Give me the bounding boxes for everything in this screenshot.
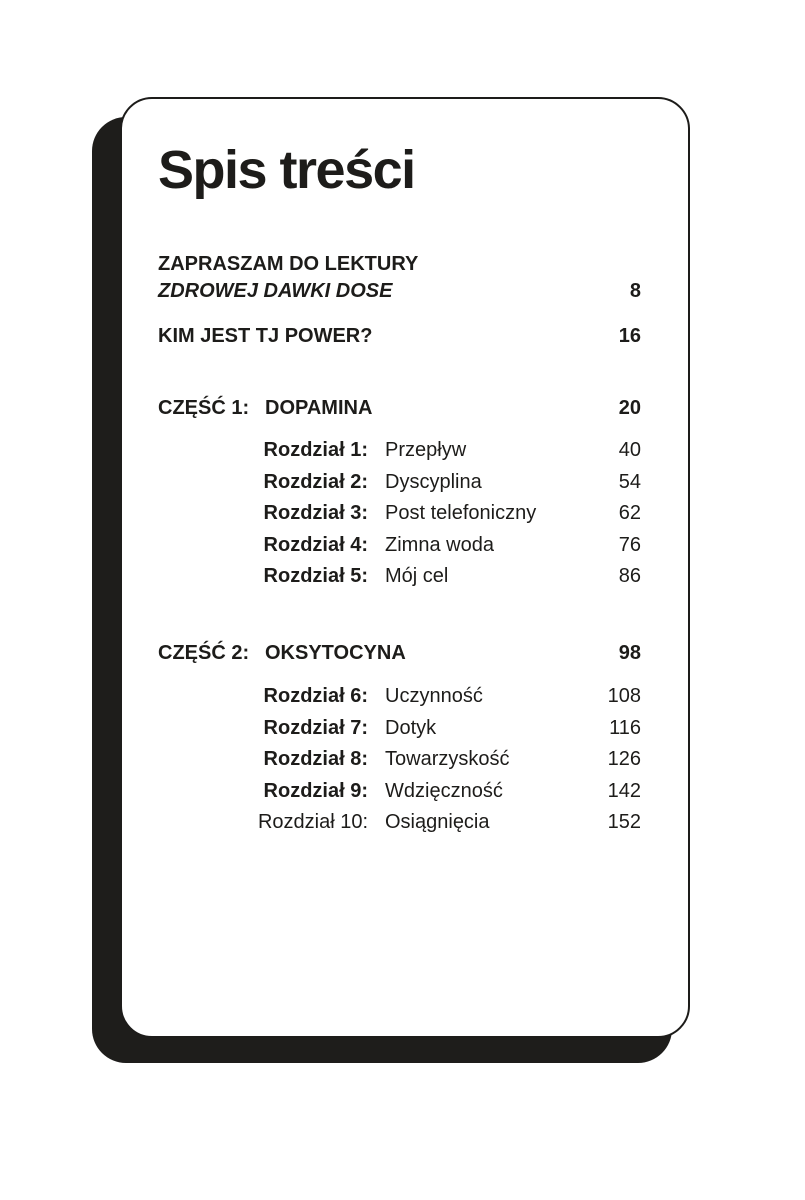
toc-part-title: OKSYTOCYNA [265,642,406,664]
toc-entry-line: ZAPRASZAM DO LEKTURY [158,253,419,275]
toc-chapter-page: 142 [607,779,641,802]
toc-chapter-title: Post telefoniczny [385,502,537,524]
toc-chapter-row [158,532,641,559]
toc-chapter-row [158,715,641,742]
toc-chapter-row [158,437,641,464]
toc-entry-line: ZDROWEJ DAWKI DOSE [158,280,393,302]
toc-chapter-row [158,778,641,805]
toc-chapter-row [158,469,641,496]
toc-chapter-label: Rozdział 9: [263,779,368,802]
toc-chapter-row [158,683,641,710]
toc-chapter-label: Rozdział 4: [263,533,368,556]
toc-part-chapters [158,683,641,836]
toc-part-label: CZĘŚĆ 1: [158,397,250,419]
toc-chapter-row [158,500,641,527]
toc-entry-line: KIM JEST TJ POWER? [158,325,373,347]
toc-part [158,395,641,590]
toc-parts [158,395,641,836]
toc-chapter-page: 40 [618,439,641,461]
toc-chapter-label: Rozdział 6: [263,685,368,707]
toc-chapter-page: 86 [618,565,641,587]
toc-part-title: DOPAMINA [265,397,373,419]
toc-entry-page: 16 [618,325,641,347]
toc-chapter-label: Rozdział 1: [263,439,368,461]
toc-chapter-page: 62 [618,502,641,524]
toc-chapter-row [158,809,641,836]
toc-chapter-row [158,563,641,590]
toc-part-chapters [158,437,641,590]
toc-content [122,99,688,1036]
toc-chapter-title: Towarzyskość [385,748,510,770]
toc-chapter-label: Rozdział 2: [263,470,368,493]
toc-front-entries [158,251,641,350]
toc-chapter-label: Rozdział 7: [263,716,368,739]
toc-entry [158,251,641,305]
toc-entry-lines [158,251,418,305]
toc-chapter-label: Rozdział 3: [263,502,368,524]
toc-chapter-page: 152 [607,811,641,833]
toc-entry-page: 8 [629,280,641,302]
toc-chapter-row [158,746,641,773]
toc-chapter-title: Dotyk [385,716,437,739]
toc-chapter-page: 108 [607,685,641,707]
toc-chapter-title: Mój cel [385,565,449,587]
toc-chapter-title: Wdzięczność [385,779,503,802]
toc-part-page: 20 [618,397,641,419]
toc-chapter-label: Rozdział 5: [263,565,368,587]
toc-page-title: Spis treści [158,140,415,200]
toc-part-header [158,640,641,667]
toc-card [120,97,690,1038]
toc-chapter-title: Przepływ [385,439,467,461]
toc-chapter-title: Uczynność [385,685,483,707]
toc-chapter-title: Dyscyplina [385,470,482,493]
toc-part-page: 98 [618,642,641,664]
toc-part-label: CZĘŚĆ 2: [158,642,250,664]
toc-part [158,640,641,836]
toc-chapter-page: 126 [607,748,641,770]
toc-part-header [158,395,641,422]
toc-chapter-page: 54 [618,470,641,493]
toc-chapter-page: 76 [618,533,641,556]
toc-entry-lines [158,323,372,350]
toc-chapter-page: 116 [609,716,641,739]
toc-chapter-label: Rozdział 10: [257,811,368,833]
toc-chapter-label: Rozdział 8: [263,748,368,770]
toc-entry [158,323,641,350]
toc-chapter-title: Zimna woda [385,533,494,556]
toc-chapter-title: Osiągnięcia [385,811,490,833]
